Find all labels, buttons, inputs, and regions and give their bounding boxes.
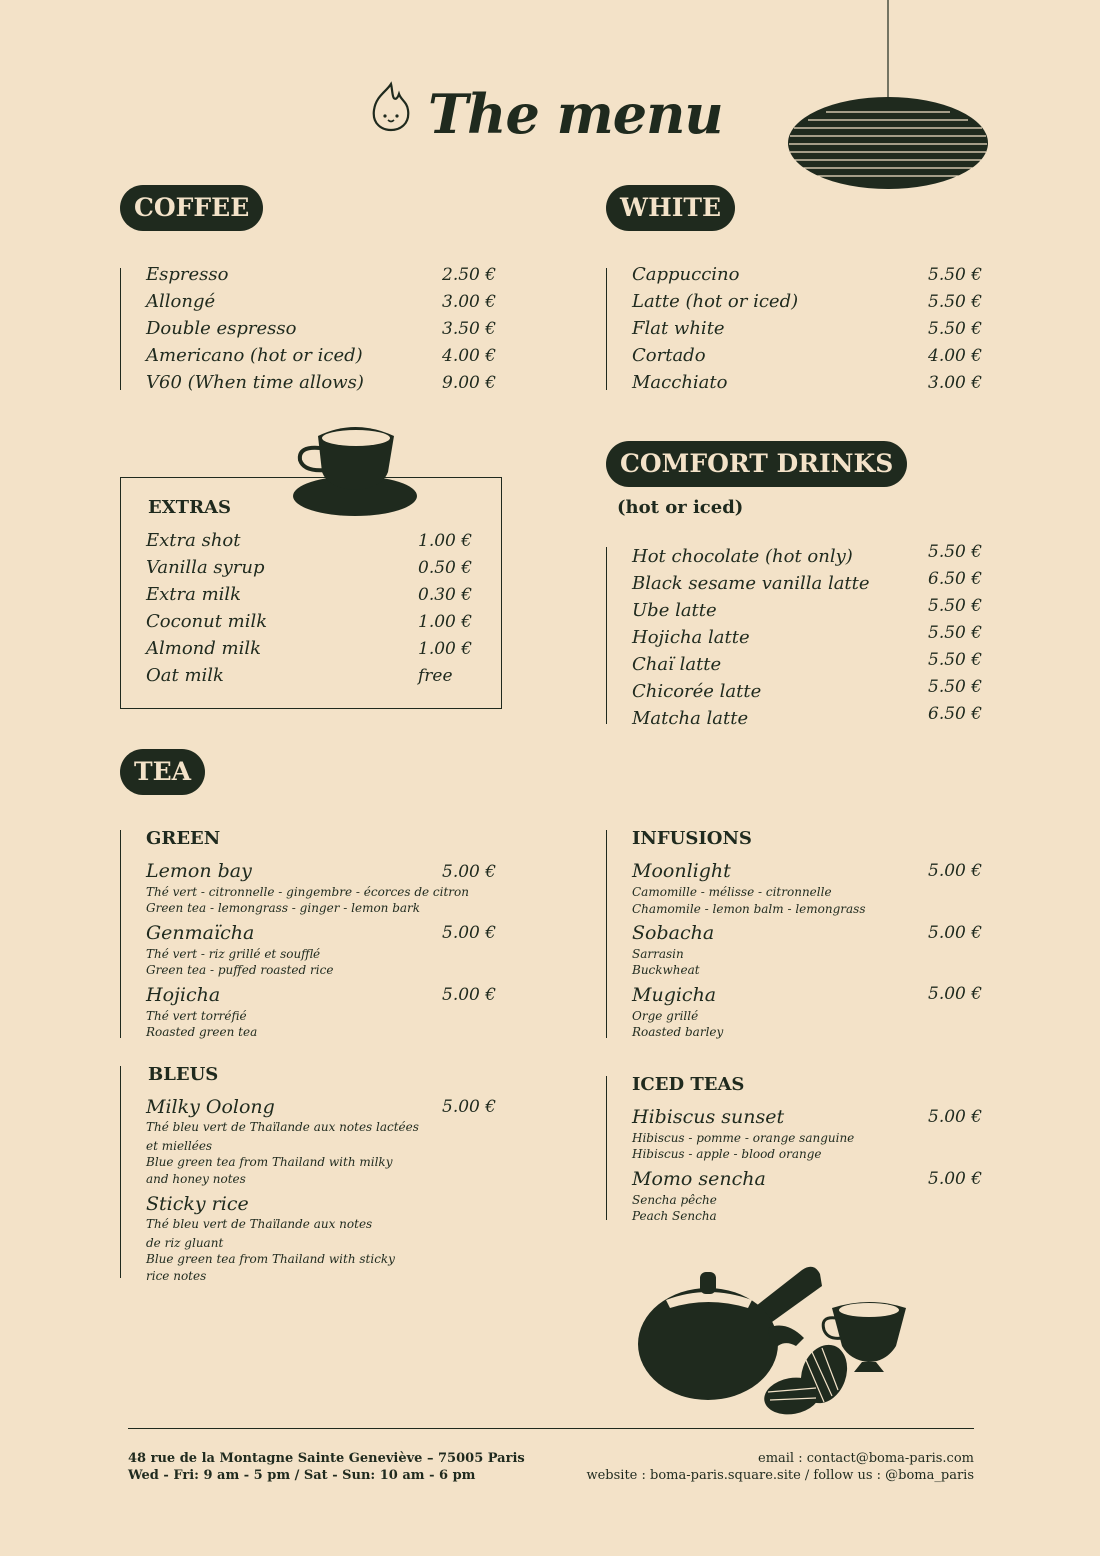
iced-divider (606, 1076, 607, 1220)
list-item: Chaï latte (632, 654, 722, 675)
infusions-divider (606, 830, 607, 1038)
list-item: Allongé (146, 291, 216, 312)
list-item: Chicorée latte (632, 681, 762, 702)
footer-website[interactable]: website : boma-paris.square.site / follow us : @boma_paris (586, 1468, 974, 1483)
item-price: 6.50 € (928, 569, 983, 589)
item-price: 5.00 € (928, 1107, 983, 1127)
item-description: Buckwheat (632, 963, 700, 977)
comfort-divider (606, 547, 607, 724)
item-description: Hibiscus - apple - blood orange (632, 1147, 822, 1161)
extras-heading: EXTRAS (148, 497, 232, 518)
item-description: Roasted barley (632, 1025, 724, 1039)
list-item: Black sesame vanilla latte (632, 573, 870, 594)
item-price: 0.30 € (418, 585, 473, 605)
item-price: 9.00 € (442, 373, 497, 393)
coffee-section-label: COFFEE (120, 185, 263, 231)
item-price: 5.00 € (442, 985, 497, 1005)
coffee-divider (120, 268, 121, 390)
list-item: Cortado (632, 345, 706, 366)
item-price: 5.00 € (442, 923, 497, 943)
item-price: 5.00 € (928, 861, 983, 881)
item-price: 5.00 € (442, 1097, 497, 1117)
list-item: Vanilla syrup (146, 557, 265, 578)
item-description: Roasted green tea (146, 1025, 258, 1039)
list-item: Hojicha (146, 984, 221, 1006)
footer-divider (128, 1428, 974, 1429)
bleus-divider (120, 1066, 121, 1278)
footer-hours: Wed - Fri: 9 am - 5 pm / Sat - Sun: 10 am - 6 pm (128, 1468, 476, 1483)
item-description: Hibiscus - pomme - orange sanguine (632, 1131, 855, 1145)
item-description: Green tea - puffed roasted rice (146, 963, 334, 977)
list-item: Genmaïcha (146, 922, 255, 944)
lantern-lamp-icon (786, 0, 990, 192)
list-item: Hot chocolate (hot only) (632, 546, 853, 567)
item-price: 5.50 € (928, 677, 983, 697)
item-price: 1.00 € (418, 531, 473, 551)
list-item: Oat milk (146, 665, 224, 686)
item-price: 2.50 € (442, 265, 497, 285)
item-price: 3.50 € (442, 319, 497, 339)
list-item: Flat white (632, 318, 725, 339)
list-item: Espresso (146, 264, 229, 285)
infusions-heading: INFUSIONS (632, 828, 752, 849)
list-item: Sobacha (632, 922, 715, 944)
item-price: 5.00 € (928, 984, 983, 1004)
list-item: Hojicha latte (632, 627, 750, 648)
teacup-saucer-icon (290, 422, 420, 520)
list-item: Extra milk (146, 584, 242, 605)
item-description: de riz gluant (146, 1236, 224, 1250)
item-price: 0.50 € (418, 558, 473, 578)
item-description: Thé vert torréfié (146, 1009, 247, 1023)
item-description: Green tea - lemongrass - ginger - lemon bark (146, 901, 421, 915)
list-item: Extra shot (146, 530, 241, 551)
teapot-cup-madeleines-icon (636, 1256, 912, 1420)
item-description: Sencha pêche (632, 1193, 717, 1207)
list-item: Double espresso (146, 318, 297, 339)
item-price: 5.00 € (928, 1169, 983, 1189)
white-section-label: WHITE (606, 185, 735, 231)
item-description: Thé vert - riz grillé et soufflé (146, 947, 321, 961)
item-description: Thé vert - citronnelle - gingembre - écorces de citron (146, 885, 469, 899)
item-description: Sarrasin (632, 947, 684, 961)
list-item: Macchiato (632, 372, 728, 393)
item-price: 1.00 € (418, 639, 473, 659)
item-price: 5.00 € (442, 862, 497, 882)
list-item: Americano (hot or iced) (146, 345, 363, 366)
item-description: Thé bleu vert de Thaïlande aux notes lactées (146, 1120, 419, 1134)
item-price: 5.50 € (928, 319, 983, 339)
item-price: 3.00 € (442, 292, 497, 312)
item-price: 5.50 € (928, 623, 983, 643)
list-item: Hibiscus sunset (632, 1106, 785, 1128)
item-price: 5.00 € (928, 923, 983, 943)
item-price: 5.50 € (928, 596, 983, 616)
list-item: Milky Oolong (146, 1096, 275, 1118)
item-price: 4.00 € (928, 346, 983, 366)
flame-mascot-icon (368, 80, 414, 134)
list-item: Latte (hot or iced) (632, 291, 799, 312)
green-heading: GREEN (146, 828, 221, 849)
list-item: Sticky rice (146, 1193, 249, 1215)
item-price: 3.00 € (928, 373, 983, 393)
item-description: Blue green tea from Thailand with sticky (146, 1252, 395, 1266)
item-price: 6.50 € (928, 704, 983, 724)
item-price: 5.50 € (928, 292, 983, 312)
list-item: Lemon bay (146, 860, 252, 882)
list-item: Mugicha (632, 984, 717, 1006)
page-title: The menu (428, 82, 723, 146)
list-item: Moonlight (632, 860, 731, 882)
item-description: Camomille - mélisse - citronnelle (632, 885, 832, 899)
footer-address: 48 rue de la Montagne Sainte Geneviève – 75005 Paris (128, 1451, 525, 1466)
list-item: Almond milk (146, 638, 261, 659)
white-divider (606, 268, 607, 390)
list-item: Matcha latte (632, 708, 749, 729)
item-description: Thé bleu vert de Thaïlande aux notes (146, 1217, 373, 1231)
item-price: free (418, 666, 453, 686)
list-item: Cappuccino (632, 264, 740, 285)
item-price: 1.00 € (418, 612, 473, 632)
footer-email[interactable]: email : contact@boma-paris.com (758, 1451, 974, 1466)
list-item: Momo sencha (632, 1168, 766, 1190)
item-price: 5.50 € (928, 265, 983, 285)
iced-heading: ICED TEAS (632, 1074, 745, 1095)
item-price: 5.50 € (928, 650, 983, 670)
item-description: Peach Sencha (632, 1209, 717, 1223)
list-item: V60 (When time allows) (146, 372, 364, 393)
item-price: 5.50 € (928, 542, 983, 562)
list-item: Ube latte (632, 600, 717, 621)
item-description: Chamomile - lemon balm - lemongrass (632, 902, 866, 916)
item-description: rice notes (146, 1269, 207, 1283)
tea-section-label: TEA (120, 749, 205, 795)
comfort-section-label: COMFORT DRINKS (606, 441, 907, 487)
item-description: Blue green tea from Thailand with milky (146, 1155, 393, 1169)
item-description: et miellées (146, 1139, 213, 1153)
item-price: 4.00 € (442, 346, 497, 366)
green-divider (120, 830, 121, 1038)
item-description: Orge grillé (632, 1009, 699, 1023)
list-item: Coconut milk (146, 611, 268, 632)
comfort-note: (hot or iced) (617, 497, 744, 518)
item-description: and honey notes (146, 1172, 246, 1186)
bleus-heading: BLEUS (148, 1064, 219, 1085)
